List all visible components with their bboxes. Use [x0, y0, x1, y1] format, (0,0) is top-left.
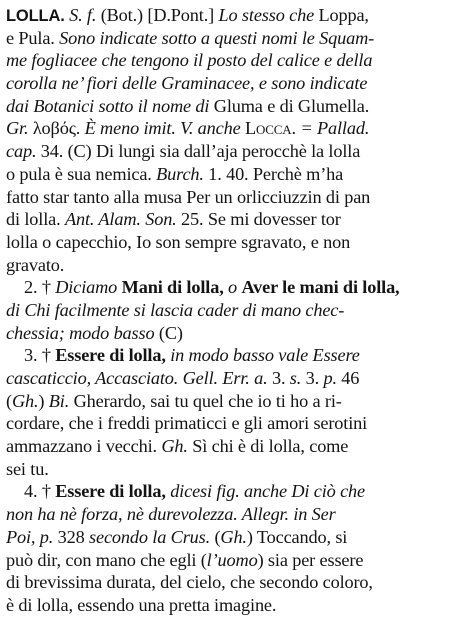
text-line: [6, 186, 461, 209]
sense-4: [6, 480, 461, 616]
text-run: 34. (C) Di lungi sia dall’aja perocchè la lolla: [40, 141, 361, 162]
text-line: [6, 208, 461, 231]
text-line: [6, 231, 461, 254]
text-run: gravato.: [6, 254, 65, 275]
sense-3: [6, 344, 461, 480]
text-run: 25. Se mi dovesser tor: [176, 209, 341, 230]
text-run: o: [228, 277, 242, 298]
text-line: [6, 140, 461, 163]
text-run: Gherardo, sai tu quel che io ti ho a ri-: [69, 390, 342, 411]
text-run: l’uomo: [206, 549, 258, 570]
text-line: [6, 254, 461, 277]
text-line: [6, 458, 461, 481]
text-run: È meno imit. V. anche: [84, 118, 245, 139]
text-run: 2. †: [24, 277, 56, 298]
text-line: [6, 49, 461, 72]
text-run: dicesi fig. anche Di ciò che: [170, 481, 365, 502]
text-run: 3.: [301, 368, 324, 388]
text-run: cap.: [6, 141, 41, 162]
text-run: in modo basso vale Essere: [170, 345, 360, 366]
text-run: cascaticcio, Accasciato. Gell. Err. a.: [6, 368, 268, 388]
entry-senses: [6, 276, 461, 616]
text-line: [6, 117, 461, 140]
text-line: [6, 367, 461, 390]
text-run: Ant. Alam. Son.: [64, 209, 177, 230]
text-run: o pula è sua nemica.: [6, 163, 157, 184]
text-run: cordare, che i freddi primaticci e gli amori serotini: [6, 413, 368, 434]
text-run: ammazzano i vecchi.: [6, 436, 162, 457]
text-run: ) Toccando, si: [246, 526, 348, 547]
text-run: (: [6, 390, 12, 411]
text-run: 3. †: [24, 345, 56, 366]
text-line: [6, 299, 461, 322]
text-run: Sono indicate sotto a questi nomi le Squam-: [59, 27, 375, 48]
text-run: (C): [158, 322, 183, 343]
headword: LOLLA.: [6, 7, 65, 25]
phrase-bold: Essere di lolla,: [55, 345, 171, 366]
text-line: [6, 526, 461, 549]
text-run: S. f.: [64, 5, 101, 25]
text-run: Gluma e di Glumella.: [213, 95, 370, 116]
text-line: [6, 72, 461, 95]
text-line: [6, 322, 461, 345]
text-run: di lolla.: [6, 209, 65, 230]
text-run: Gh.: [220, 526, 247, 547]
text-run: Gr.: [6, 118, 33, 139]
phrase-bold: Mani di lolla,: [121, 277, 229, 298]
text-line: [6, 503, 461, 526]
text-run: fatto star tanto alla musa Per un orlicciuzzin di pan: [6, 186, 371, 207]
text-line: [6, 594, 461, 617]
text-run: p.: [323, 368, 337, 388]
text-run: è di lolla, essendo una pretta imagine.: [6, 594, 277, 615]
phrase-bold: Essere di lolla,: [55, 481, 171, 502]
text-run: Lo stesso che: [218, 5, 319, 25]
text-line: [6, 4, 461, 27]
text-run: .: [291, 118, 301, 139]
text-run: ) sia per essere: [257, 549, 364, 570]
text-line: [6, 412, 461, 435]
text-run: secondo la Crus.: [89, 526, 211, 547]
text-line: [6, 276, 461, 299]
text-run: può dir, con mano che egli (: [6, 549, 207, 570]
text-run: = Pallad.: [300, 118, 370, 139]
text-run: sei tu.: [6, 458, 49, 479]
text-line: [6, 571, 461, 594]
text-run: chessia; modo basso: [6, 322, 159, 343]
text-run: ): [38, 390, 49, 411]
text-run: di Chi facilmente si lascia cader di mano chec-: [6, 299, 345, 320]
text-run: Poi, p.: [6, 526, 54, 547]
text-line: [6, 549, 461, 572]
text-run: lolla o capecchio, Io son sempre sgravato, e non: [6, 231, 351, 252]
text-run: 3.: [267, 368, 290, 388]
text-run: Burch.: [156, 163, 204, 184]
text-line: [6, 163, 461, 186]
text-run: (: [210, 526, 221, 547]
text-run: 328: [53, 526, 90, 547]
dictionary-entry: [6, 4, 461, 276]
text-run: 4. †: [24, 481, 56, 502]
text-run: di brevissima durata, del cielo, che secondo coloro,: [6, 572, 373, 593]
text-run: Bi.: [48, 390, 70, 411]
text-run: Loppa,: [318, 5, 369, 25]
text-run: Gh.: [11, 390, 39, 411]
text-run: Gh.: [161, 436, 188, 457]
text-run: me fogliacee che tengono il posto del calice e della: [6, 50, 373, 71]
text-line: [6, 480, 461, 503]
text-run: corolla ne’ fiori delle Graminacee, e sono indicate: [6, 73, 368, 94]
text-run: non ha nè forza, nè durevolezza. Allegr. in Ser: [6, 504, 336, 525]
text-run: λοβός.: [32, 118, 85, 139]
text-run: 46: [336, 368, 360, 388]
text-line: [6, 390, 461, 413]
text-run: Locca: [244, 118, 292, 139]
text-line: [6, 27, 461, 50]
text-run: (Bot.) [D.Pont.]: [100, 5, 219, 25]
sense-2: [6, 276, 461, 344]
text-run: dai Botanici sotto il nome di: [6, 95, 214, 116]
text-run: Sì chi è di lolla, come: [187, 436, 349, 457]
text-run: 1. 40. Perchè m’ha: [203, 163, 344, 184]
phrase-bold: Aver le mani di lolla,: [241, 277, 400, 298]
text-line: [6, 344, 461, 367]
text-run: e Pula.: [6, 27, 60, 48]
text-run: Diciamo: [55, 277, 122, 298]
text-line: [6, 435, 461, 458]
text-run: s.: [289, 368, 302, 388]
text-line: [6, 95, 461, 118]
